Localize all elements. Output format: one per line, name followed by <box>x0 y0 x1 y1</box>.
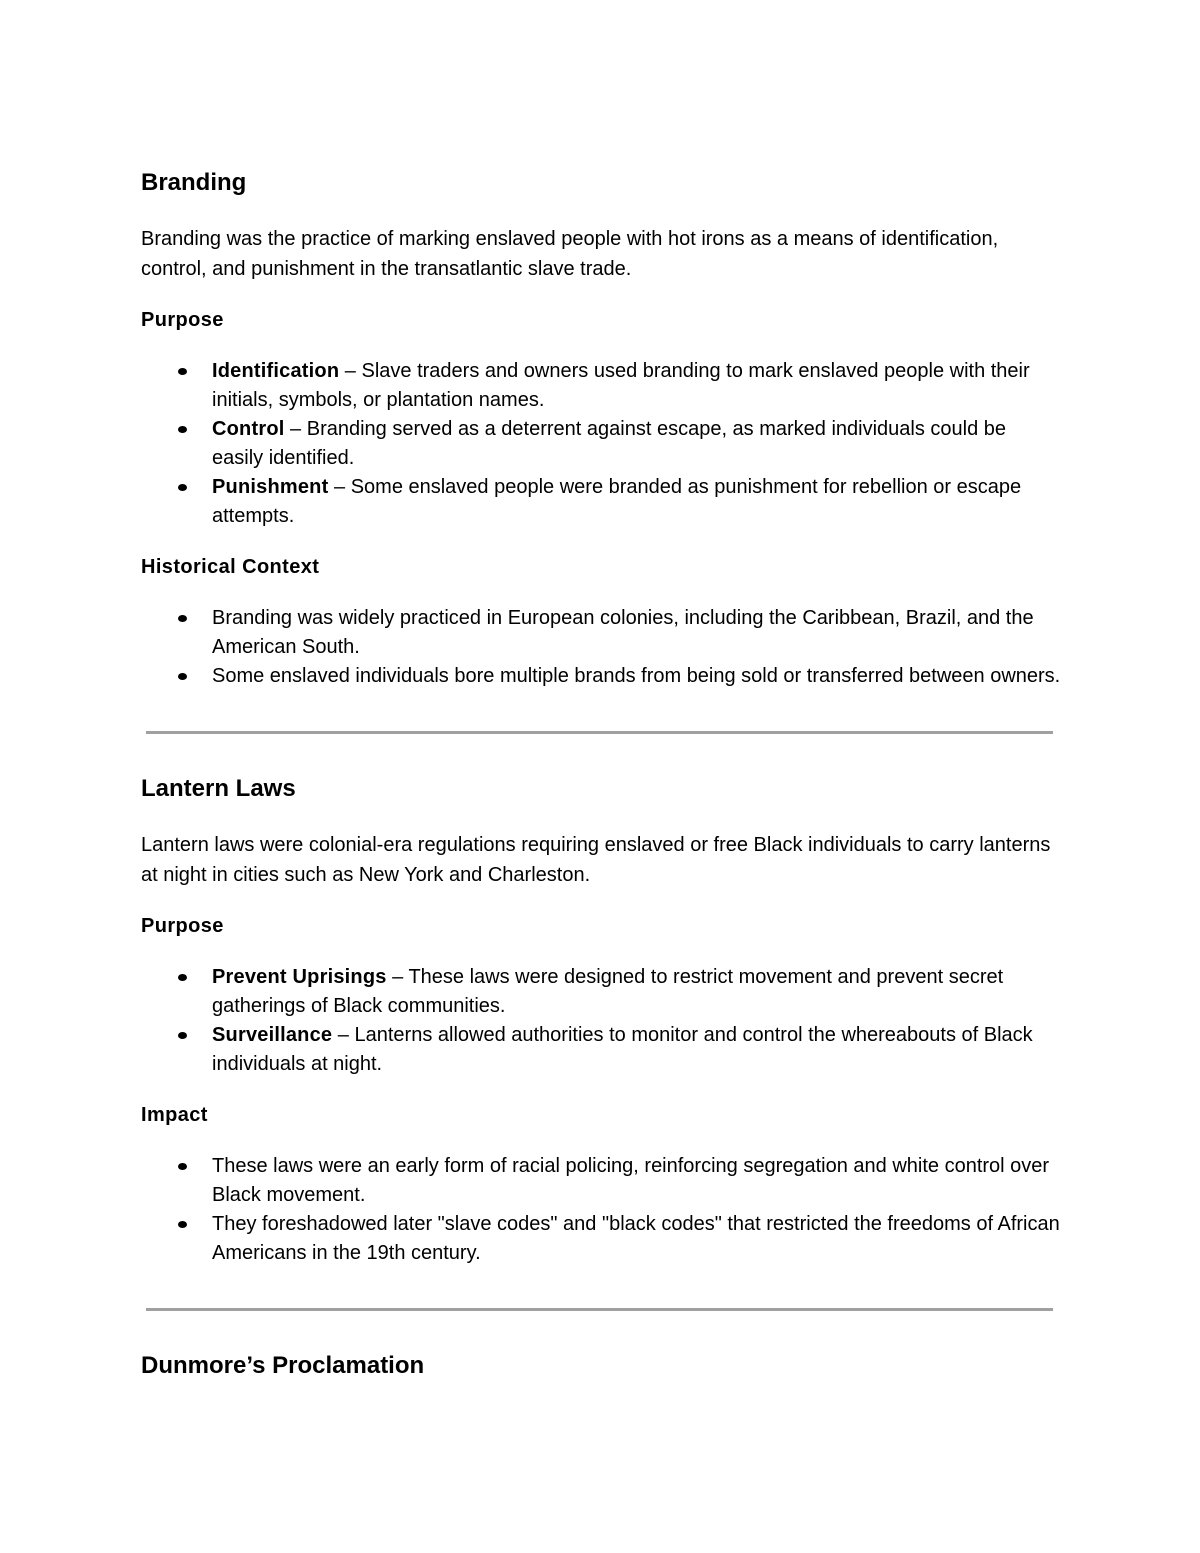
list-item-text: – These laws were designed to restrict movement and prevent secret gatherings of Black communities. <box>212 966 1004 1017</box>
section-title: Lantern Laws <box>141 775 296 802</box>
list-item-text: – Some enslaved people were branded as punishment for rebellion or escape attempts. <box>212 476 1022 527</box>
section-lantern-laws <box>141 769 1061 1268</box>
list-item <box>141 357 1061 415</box>
bullet-icon <box>178 1221 187 1228</box>
list-item-text: – Lanterns allowed authorities to monitor and control the whereabouts of Black individuals at night. <box>212 1024 1033 1075</box>
list-item-term: Identification <box>212 360 340 382</box>
bullet-icon <box>178 426 187 433</box>
bullet-list <box>141 604 1061 691</box>
list-item <box>141 473 1061 531</box>
list-item-text: – Slave traders and owners used branding to mark enslaved people with their initials, symbols, or plantation names. <box>212 360 1030 411</box>
list-item-text: They foreshadowed later "slave codes" and "black codes" that restricted the freedoms of African Americans in the 19th century. <box>212 1213 1060 1264</box>
section-intro: Lantern laws were colonial-era regulations requiring enslaved or free Black individuals to carry lanterns at night in cities such as New York and Charleston. <box>141 834 1051 886</box>
subsection-heading: Purpose <box>141 309 224 331</box>
list-item <box>141 604 1061 662</box>
list-item <box>141 415 1061 473</box>
section-branding <box>141 163 1061 691</box>
section-title: Dunmore’s Proclamation <box>141 1352 425 1379</box>
list-item-text: Branding was widely practiced in European colonies, including the Caribbean, Brazil, and the American South. <box>212 607 1034 658</box>
bullet-icon <box>178 673 187 680</box>
bullet-list <box>141 357 1061 531</box>
list-item-text: – Branding served as a deterrent against escape, as marked individuals could be easily identified. <box>212 418 1007 469</box>
section-title: Branding <box>141 169 247 196</box>
section-dunmores-proclamation <box>141 1346 1061 1386</box>
list-item-term: Punishment <box>212 476 329 498</box>
document-content <box>141 163 1061 1386</box>
list-item-term: Control <box>212 418 285 440</box>
bullet-icon <box>178 1163 187 1170</box>
bullet-icon <box>178 615 187 622</box>
bullet-icon <box>178 974 187 981</box>
list-item-text: Some enslaved individuals bore multiple brands from being sold or transferred between owners. <box>212 665 1061 687</box>
subsection-heading: Impact <box>141 1104 208 1126</box>
list-item-text: These laws were an early form of racial policing, reinforcing segregation and white control over Black movement. <box>212 1155 1050 1206</box>
bullet-list <box>141 963 1061 1079</box>
bullet-icon <box>178 484 187 491</box>
list-item <box>141 1152 1061 1210</box>
subsection-heading: Historical Context <box>141 556 320 578</box>
list-item-term: Prevent Uprisings <box>212 966 387 988</box>
list-item <box>141 1210 1061 1268</box>
bullet-list <box>141 1152 1061 1268</box>
list-item-term: Surveillance <box>212 1024 333 1046</box>
subsection-heading: Purpose <box>141 915 224 937</box>
list-item <box>141 963 1061 1021</box>
bullet-icon <box>178 1032 187 1039</box>
list-item <box>141 662 1061 691</box>
list-item <box>141 1021 1061 1079</box>
section-intro: Branding was the practice of marking enslaved people with hot irons as a means of identification, control, and punishment in the transatlantic slave trade. <box>141 228 999 280</box>
bullet-icon <box>178 368 187 375</box>
